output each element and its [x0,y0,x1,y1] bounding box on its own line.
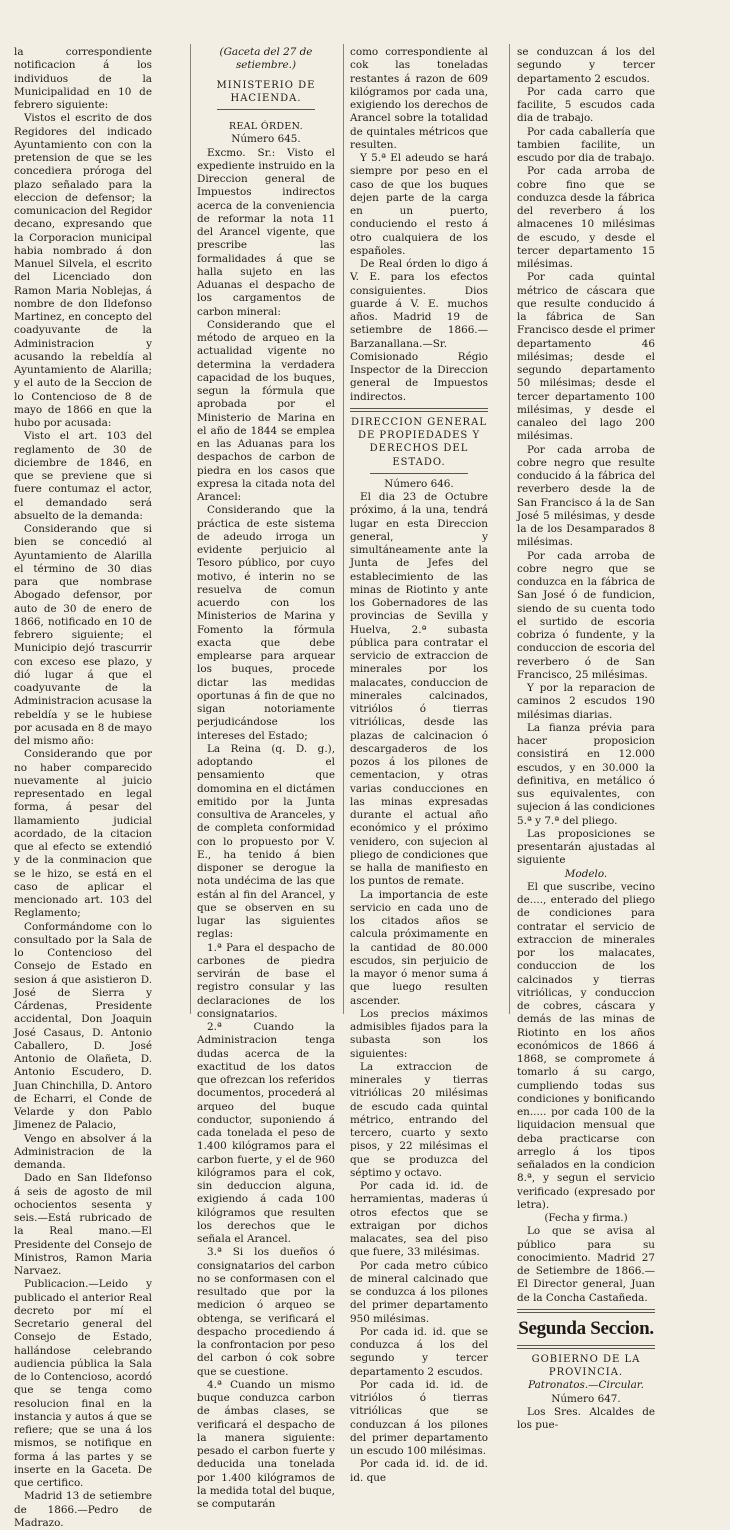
paragraph: Por cada carro que facilite, 5 escudos cada dia de trabajo. [517,85,655,125]
paragraph: Las proposiciones se presentarán ajustadas al siguiente [517,827,655,867]
paragraph: Y 5.ª El adeudo se hará siempre por peso en el caso de que los buques dejen parte de la carga en un puerto, conduciendo el resto á otro cualquiera de los españoles. [350,152,488,257]
column-rule [190,44,191,1014]
paragraph: Conformándome con lo consultado por la Sala de lo Contencioso del Consejo de Estado en sesion á que asistieron D. José de Sierra y Cárdenas, Presidente accidental, Don Joaquin José Casaus, D. Antonio Caballero, D. José Antonio de Olañeta, D. Antonio Escudero, D. Juan Chinchilla, D. Antoro de Echarri, el Conde de Velarde y don Pablo Jimenez de Palacio, [14,920,152,1132]
paragraph: Por cada id. id. de id. id. que [350,1458,488,1484]
column-rule [509,44,510,1014]
date-signature: (Fecha y firma.) [544,1212,628,1224]
paragraph: Lo que se avisa al público para su conocimiento. Madrid 27 de Setiembre de 1866.—El Director general, Juan de la Concha Castañeda. [517,1225,655,1304]
order-type: REAL ÓRDEN. [229,121,303,132]
column-2 [197,46,335,1511]
divider [370,473,468,474]
paragraph: Los precios máximos admisibles fijados para la subasta son los siguientes: [350,1007,488,1060]
paragraph: De Real órden lo digo á V. E. para los efectos consiguientes. Dios guarde á V. E. muchos años. Madrid 19 de setiembre de 1866.—Barzanallana.—Sr. Comisionado Régio Inspector de la Direccion general de Impuestos indirectos. [350,258,488,403]
paragraph: Vistos el escrito de dos Regidores del indicado Ayuntamiento con con la pretension de que se les concediera próroga del plazo señalado para la eleccion de defensor; la comunicacion del Regidor decano, expresando que la Corporacion municipal habia nombrado á don Manuel Silvela, el escrito del Licenciado don Ramon Maria Noblejas, á nombre de don Ildefonso Martinez, en concepto del coadyuvante de la Administracion y acusando la rebeldía al Ayuntamiento de Alarilla; y el auto de la Seccion de lo Contencioso de 8 de mayo de 1866 en que la hubo por acusada: [14,112,152,429]
divider [217,109,315,110]
paragraph: Por cada metro cúbico de mineral calcinado que se conduzca á los pilones del primer departamento 950 milésimas. [350,1259,488,1325]
paragraph: 4.ª Cuando un mismo buque conduzca carbon de ámbas clases, se verificará el despacho de la manera siguiente: pesado el carbon fuerte y deducida una tonelada por 1.400 kilógramos de la medida total del buque, se computarán [197,1378,335,1510]
paragraph: Por cada arroba de cobre fino que se conduzca desde la fábrica del reverbero á los almacenes 10 milésimas de escudo, y desde el tercer departamento 15 milésimas. [517,165,655,270]
paragraph: como correspondiente al cok las toneladas restantes á razon de 609 kilógramos por cada una, exigiendo los derechos de Arancel sobre la totalidad de quintales métricos que resulten. [350,46,488,151]
signature-line: Madrid 13 de setiembre de 1866.—Pedro de Madrazo. [14,1490,152,1529]
paragraph: La Reina (q. D. g.), adoptando el pensamiento que domomina en el dictámen emitido por la Junta consultiva de Aranceles, y de completa conformidad con lo propuesto por V. E., ha tenido á bien disponer se derogue la nota undécima de las que están al fin del Arancel, y que se observen en su lugar las siguientes reglas: [197,742,335,941]
paragraph: El que suscribe, vecino de...., enterado del pliego de condiciones para contratar el servicio de extraccion de minerales por los malacates, conduccion de los calcinados y tierras vitriólicas, y conduccion de cobres, cáscara y demás de las minas de Riotinto en los años económicos de 1866 á 1868, se compromete á tomarlo á su cargo, cumpliendo todas sus condiciones y bonificando en..... por cada 100 de la liquidacion mensual que deba practicarse con arreglo á los tipos señalados en la condicion 8.ª, y segun el servicio verificado (expresado por letra). [517,880,655,1211]
paragraph: 1.ª Para el despacho de carbones de piedra servirán de base el registro consular y las declaraciones de los consignatarios. [197,941,335,1020]
paragraph: Por cada id. id. de vitriólos ó tierras vitriólicas que se conduzcan á los pilones del primer departamento un escudo 100 milésimas. [350,1378,488,1457]
paragraph: Por cada arroba de cobre negro que resulte conducido á la fábrica del reverbero desde la de San Francisco á la de San José 5 milésimas, y desde la de los Desamparados 8 milésimas. [517,443,655,549]
paragraph: Considerando que si bien se concedió al Ayuntamiento de Alarilla el término de 30 dias para que nombrase Abogado defensor, por auto de 30 de enero de 1866, notificado en 10 de febrero siguiente; el Municipio dejó trascurrir con exceso ese plazo, y dió lugar á que el coadyuvante de la Administracion acusase la rebeldía y se le hubiese por acusada en 8 de mayo del mismo año: [14,523,152,747]
divider [350,408,488,412]
paragraph: Excmo. Sr.: Visto el expediente instruido en la Direccion general de Impuestos indirectos acerca de la conveniencia de reformar la nota 11 del Arancel vigente, que prescribe las formalidades á que se halla sujeto en las Aduanas el despacho de los cargamentos de carbon mineral: [197,146,335,318]
column-4 [517,46,655,1432]
paragraph: Los Sres. Alcaldes de los pue- [517,1405,655,1431]
paragraph: se conduzcan á los del segundo y tercer departamento 2 escudos. [517,46,655,85]
paragraph: 2.ª Cuando la Administracion tenga dudas acerca de la exactitud de los datos que ofrezcan los referidos documentos, procederá al arqueo del buque conductor, suponiendo á cada tonelada el peso de 1.400 kilógramos para el carbon fuerte, y el de 960 kilógramos para el cok, sin deduccion alguna, exigiendo á cada 100 kilógramos que resulten los derechos que le señala el Arancel. [197,1021,335,1245]
paragraph: La fianza prévia para hacer proposicion consistirá en 12.000 escudos, y en 30.000 la definitiva, en metálico ó sus equivalentes, con sujecion á las condiciones 5.ª y 7.ª del pliego. [517,721,655,827]
paragraph: Por cada id. id. de herramientas, maderas ú otros efectos que se extraigan por dichos malacates, sea del piso que fuere, 33 milésimas. [350,1180,488,1259]
divider [517,1345,655,1349]
paragraph: Visto el art. 103 del reglamento de 30 de diciembre de 1846, en que se previene que si fuere contumaz el actor, el demandado será absuelto de la demanda: [14,430,152,522]
paragraph: Por cada arroba de cobre negro que se conduzca en la fábrica de San José ó de fundicion, siendo de su cuenta todo el surtido de escoria cobriza ó fundente, y la conduccion de escoria del reverbero ó de San Francisco, 25 milésimas. [517,549,655,681]
model-label: Modelo. [564,867,608,880]
direction-heading: DIRECCION GENERAL DE PROPIEDADES Y DERECHOS DEL ESTADO. [351,416,487,468]
paragraph: La importancia de este servicio en cada uno de los citados años se calcula próximamente en la cantidad de 80.000 escudos, sin perjuicio de la mayor ó menor suma á que luego resulten ascender. [350,888,488,1007]
paragraph: Y por la reparacion de caminos 2 escudos 190 milésimas diarias. [517,682,655,721]
paragraph: Publicacion.—Leido y publicado el anterior Real decreto por mí el Secretario general del Consejo de Estado, hallándose celebrando audiencia pública la Sala de lo Contencioso, acordó que se tenga como resolucion final en la instancia y autos á que se refiere; que se una á los mismos, se notifique en forma á las partes y se inserte en la Gaceta. De que certifico. [14,1278,152,1489]
column-1 [14,46,152,1530]
paragraph: Por cada caballería que tambien facilite, un escudo por dia de trabajo. [517,125,655,164]
notice-number: Número 646. [384,477,454,490]
paragraph: Considerando que el método de arqueo en la actualidad vigente no determina la verdadera capacidad de los buques, segun la fórmula que aprobada por el Ministerio de Marina en el año de 1844 se emplea en las Aduanas para los despachos de carbon de piedra en los casos que expresa la citada nota del Arancel: [197,318,335,503]
notice-number: Número 647. [551,1392,621,1405]
paragraph: Considerando que la práctica de este sistema de adeudo irroga un evidente perjuicio al Tesoro público, por cuyo motivo, é interin no se resuelva de comun acuerdo con los Ministerios de Marina y Fomento la fórmula exacta que debe emplearse para arquear los buques, procede dictar las medidas oportunas á fin de que no sigan notoriamente perjudicándose los intereses del Estado; [197,504,335,742]
column-3 [350,46,488,1485]
paragraph: Dado en San Ildefonso á seis de agosto de mil ochocientos sesenta y seis.—Está rubricado de la Real mano.—El Presidente del Consejo de Ministros, Ramon Maria Narvaez. [14,1172,152,1277]
paragraph: Por cada id. id. que se conduzca á los del segundo y tercer departamento 2 escudos. [350,1325,488,1378]
circular-subtitle: Patronatos.—Circular. [528,1379,644,1392]
government-heading: GOBIERNO DE LA PROVINCIA. [531,1353,641,1378]
paragraph: El dia 23 de Octubre próximo, á la una, tendrá lugar en esta Direccion general, y simultáneamente ante la Junta de Jefes del establecimiento de las minas de Riotinto y ante los Gobernadores de las provincias de Sevilla y Huelva, 2.ª subasta pública para contratar el servicio de extraccion de minerales por los malacates, conduccion de minerales calcinados, vitriólos ó tierras vitriólicas, desde las plazas de calcinacion ó descargaderos de los pozos á los pilones de cementacion, y otras varias conducciones en las minas expresadas durante el actual año económico y el próximo venidero, con sujecion al pliego de condiciones que se halla de manifiesto en los puntos de remate. [350,491,488,888]
paragraph: Por cada quintal métrico de cáscara que que resulte conducido á la fábrica de San Francisco desde el primer departamento 46 milésimas; desde el segundo departamento 50 milésimas; desde el tercer departamento 100 milésimas, y desde el canaleo del lago 200 milésimas. [517,271,655,443]
divider [517,1309,655,1313]
section-title: Segunda Seccion. [518,1317,654,1339]
paragraph: Considerando que por no haber comparecido nuevamente al juicio representado en legal forma, á pesar del llamamiento judicial acordado, de la citacion que al efecto se extendió y de la conminacion que se le hizo, se está en el caso de aplicar el mencionado art. 103 del Reglamento; [14,748,152,920]
column-rule [343,44,344,1014]
order-number: Número 645. [231,133,301,146]
ministry-heading: MINISTERIO DE HACIENDA. [216,79,316,104]
gazette-reference: (Gaceta del 27 de setiembre.) [219,46,313,72]
paragraph: 3.ª Si los dueños ó consignatarios del carbon no se conformasen con el resultado que por la medicion ó arqueo se obtenga, se verificará el despacho procediendo á la confrontacion por peso del carbon ó cok sobre que se cuestione. [197,1246,335,1378]
paragraph: la correspondiente notificacion á los individuos de la Municipalidad en 10 de febrero siguiente: [14,46,152,111]
paragraph: La extraccion de minerales y tierras vitriólicas 20 milésimas de escudo cada quintal métrico, entrando del tercero, cuarto y sexto pisos, y 22 milésimas el que se produzca del séptimo y octavo. [350,1060,488,1179]
paragraph: Vengo en absolver á la Administracion de la demanda. [14,1132,152,1171]
